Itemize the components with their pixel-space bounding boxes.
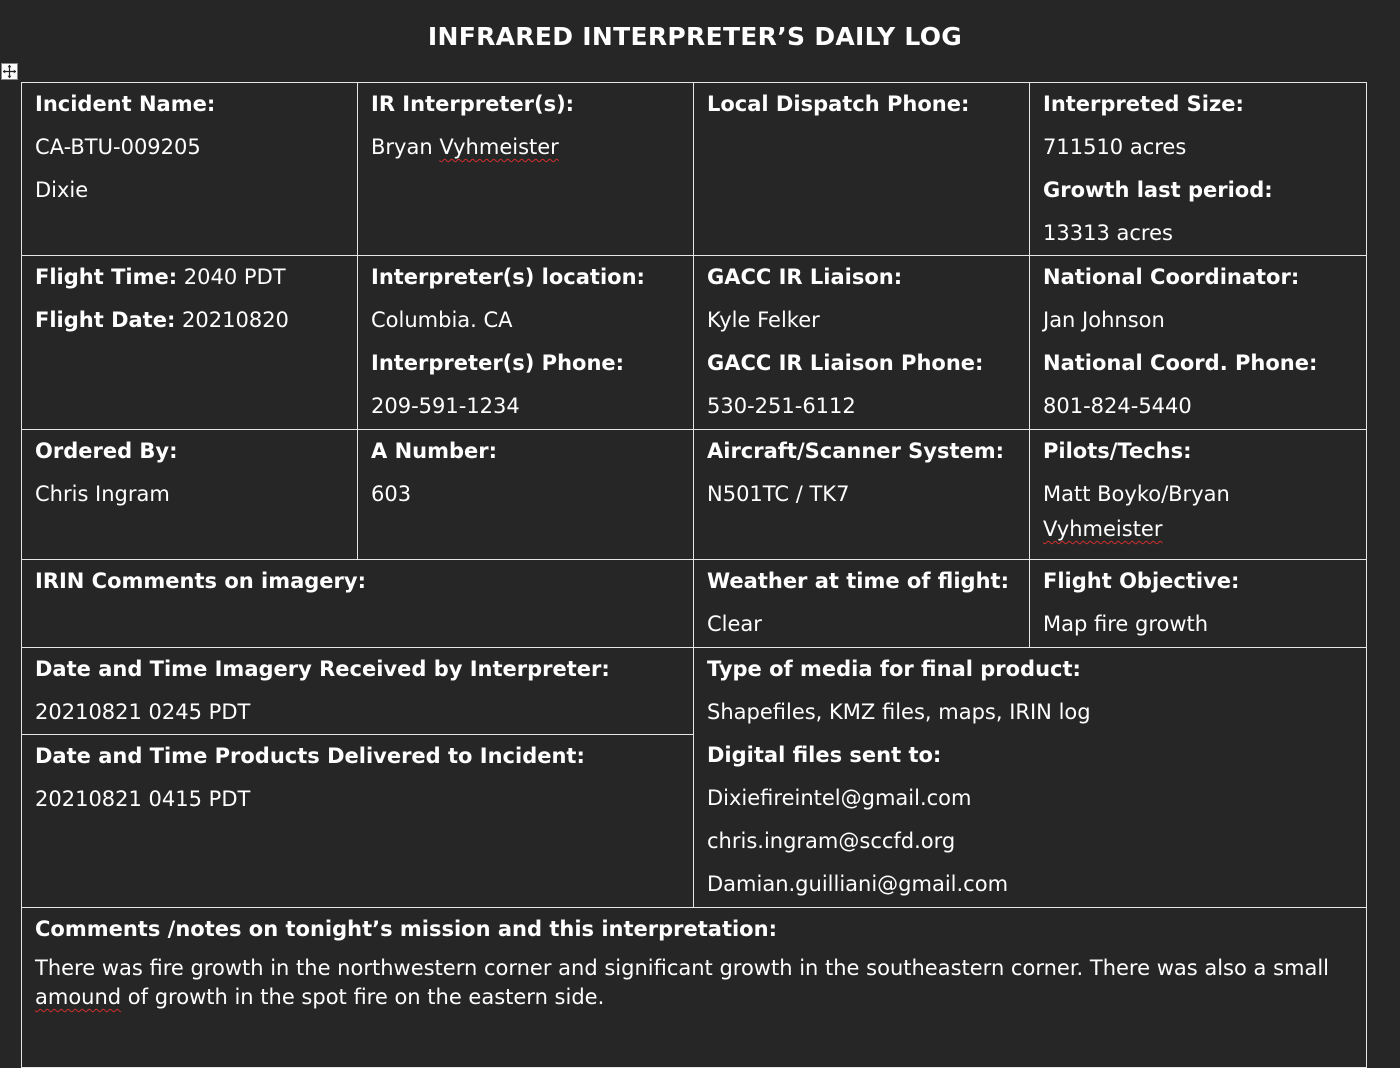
gacc-liaison-label: GACC IR Liaison: bbox=[707, 265, 903, 289]
document-title: INFRARED INTERPRETER’S DAILY LOG bbox=[427, 22, 963, 51]
incident-name-value: Dixie bbox=[35, 178, 89, 202]
table-row bbox=[22, 908, 1367, 1068]
interpreter-phone-label: Interpreter(s) Phone: bbox=[371, 351, 625, 375]
a-number-label: A Number: bbox=[371, 439, 497, 463]
interpreter-location-value: Columbia. CA bbox=[371, 308, 513, 332]
mission-notes-cell[interactable] bbox=[22, 908, 1367, 1068]
table-row bbox=[22, 648, 1367, 735]
national-coordinator-value: Jan Johnson bbox=[1043, 308, 1165, 332]
pilots-techs-label: Pilots/Techs: bbox=[1043, 439, 1192, 463]
notes-flagged-word: amound bbox=[35, 985, 122, 1009]
move-arrows-icon[interactable] bbox=[1, 63, 18, 80]
mission-notes-text bbox=[35, 954, 1354, 1012]
aircraft-scanner-label: Aircraft/Scanner System: bbox=[707, 439, 1005, 463]
weather-value: Clear bbox=[707, 612, 762, 636]
recipient-email[interactable]: Dixiefireintel@gmail.com bbox=[707, 786, 972, 810]
daily-log-table bbox=[21, 82, 1367, 1068]
weather-label: Weather at time of flight: bbox=[707, 569, 1009, 593]
notes-text-start: There was fire growth in the northwestern corner and significant growth in the southeastern corner. There was also a small bbox=[35, 956, 1330, 980]
flight-objective-cell[interactable] bbox=[1030, 560, 1367, 648]
incident-name-label: Incident Name: bbox=[35, 92, 216, 116]
gacc-liaison-value: Kyle Felker bbox=[707, 308, 820, 332]
interpreter-location-label: Interpreter(s) location: bbox=[371, 265, 645, 289]
flight-date-value: 20210820 bbox=[175, 308, 289, 332]
interpreter-last-name: Vyhmeister bbox=[439, 135, 559, 159]
table-row bbox=[22, 430, 1367, 560]
national-coord-phone-label: National Coord. Phone: bbox=[1043, 351, 1318, 375]
ir-interpreter-label: IR Interpreter(s): bbox=[371, 92, 575, 116]
flight-date-label: Flight Date: bbox=[35, 308, 176, 332]
ordered-by-label: Ordered By: bbox=[35, 439, 178, 463]
interpreter-location-cell[interactable] bbox=[358, 256, 694, 430]
ordered-by-cell[interactable] bbox=[22, 430, 358, 560]
pilots-techs-value-line1: Matt Boyko/Bryan bbox=[1043, 482, 1230, 506]
table-row bbox=[22, 83, 1367, 256]
pilots-techs-cell[interactable] bbox=[1030, 430, 1367, 560]
local-dispatch-label: Local Dispatch Phone: bbox=[707, 92, 970, 116]
a-number-cell[interactable] bbox=[358, 430, 694, 560]
flight-time-label: Flight Time: bbox=[35, 265, 178, 289]
table-row bbox=[22, 560, 1367, 648]
interpreter-phone-value: 209-591-1234 bbox=[371, 394, 520, 418]
a-number-value: 603 bbox=[371, 482, 412, 506]
products-delivered-value: 20210821 0415 PDT bbox=[35, 787, 251, 811]
gacc-liaison-cell[interactable] bbox=[694, 256, 1030, 430]
aircraft-scanner-cell[interactable] bbox=[694, 430, 1030, 560]
ir-interpreter-cell[interactable] bbox=[358, 83, 694, 256]
gacc-liaison-phone-value: 530-251-6112 bbox=[707, 394, 856, 418]
flight-objective-value: Map fire growth bbox=[1043, 612, 1209, 636]
notes-text-end: of growth in the spot fire on the eastern side. bbox=[121, 985, 605, 1009]
flight-time-value: 2040 PDT bbox=[177, 265, 286, 289]
growth-last-period-label: Growth last period: bbox=[1043, 178, 1273, 202]
imagery-received-label: Date and Time Imagery Received by Interpreter: bbox=[35, 657, 610, 681]
digital-files-label: Digital files sent to: bbox=[707, 743, 942, 767]
national-coordinator-cell[interactable] bbox=[1030, 256, 1367, 430]
imagery-received-cell[interactable] bbox=[22, 648, 694, 735]
flight-objective-label: Flight Objective: bbox=[1043, 569, 1240, 593]
mission-notes-label: Comments /notes on tonight’s mission and this interpretation: bbox=[35, 917, 777, 941]
weather-cell[interactable] bbox=[694, 560, 1030, 648]
table-row bbox=[22, 256, 1367, 430]
interpreted-size-value: 711510 acres bbox=[1043, 135, 1187, 159]
interpreted-size-cell[interactable] bbox=[1030, 83, 1367, 256]
flight-time-cell[interactable] bbox=[22, 256, 358, 430]
media-and-files-cell[interactable] bbox=[694, 648, 1367, 908]
interpreter-first-name: Bryan bbox=[371, 135, 440, 159]
pilots-techs-value-line2: Vyhmeister bbox=[1043, 517, 1163, 541]
media-type-label: Type of media for final product: bbox=[707, 657, 1081, 681]
growth-last-period-value: 13313 acres bbox=[1043, 221, 1173, 245]
irin-comments-cell[interactable] bbox=[22, 560, 694, 648]
national-coordinator-label: National Coordinator: bbox=[1043, 265, 1300, 289]
ordered-by-value: Chris Ingram bbox=[35, 482, 170, 506]
recipient-email[interactable]: Damian.guilliani@gmail.com bbox=[707, 872, 1009, 896]
local-dispatch-cell[interactable] bbox=[694, 83, 1030, 256]
imagery-received-value: 20210821 0245 PDT bbox=[35, 700, 251, 724]
products-delivered-label: Date and Time Products Delivered to Incident: bbox=[35, 744, 585, 768]
gacc-liaison-phone-label: GACC IR Liaison Phone: bbox=[707, 351, 984, 375]
interpreted-size-label: Interpreted Size: bbox=[1043, 92, 1244, 116]
recipient-email[interactable]: chris.ingram@sccfd.org bbox=[707, 829, 956, 853]
products-delivered-cell[interactable] bbox=[22, 735, 694, 908]
incident-name-cell[interactable] bbox=[22, 83, 358, 256]
incident-id-value: CA-BTU-009205 bbox=[35, 135, 201, 159]
aircraft-scanner-value: N501TC / TK7 bbox=[707, 482, 850, 506]
irin-comments-label: IRIN Comments on imagery: bbox=[35, 569, 366, 593]
national-coord-phone-value: 801-824-5440 bbox=[1043, 394, 1192, 418]
ir-interpreter-value bbox=[371, 126, 681, 169]
media-type-value: Shapefiles, KMZ files, maps, IRIN log bbox=[707, 700, 1091, 724]
